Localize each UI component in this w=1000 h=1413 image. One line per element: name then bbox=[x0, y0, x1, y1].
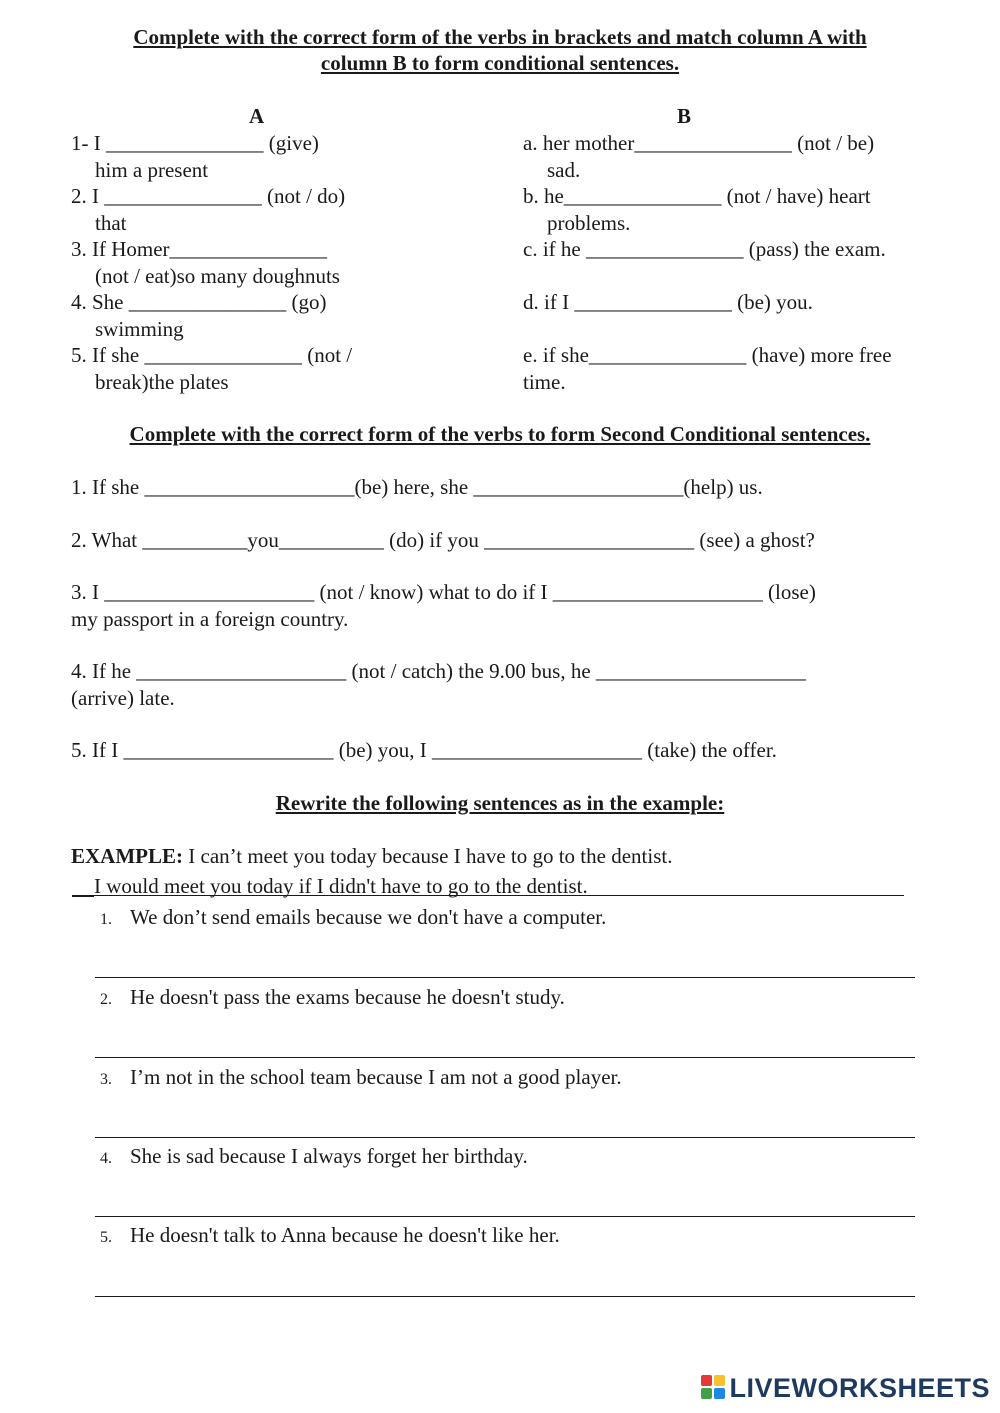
rewrite-item-1 bbox=[100, 904, 606, 933]
rewrite-item-number: 4. bbox=[100, 1150, 112, 1167]
logo-square-blue bbox=[714, 1388, 725, 1399]
section1-title bbox=[60, 24, 940, 76]
column-b-item-a bbox=[523, 130, 874, 183]
rewrite-item-text: He doesn't talk to Anna because he doesn't like her. bbox=[130, 1223, 560, 1247]
conditional-item-line1: 5. If I ____________________ (be) you, I ____________________ (take) the offer. bbox=[71, 738, 777, 762]
conditional-item-line2: my passport in a foreign country. bbox=[71, 606, 349, 631]
rewrite-item-number: 1. bbox=[100, 911, 112, 928]
column-a-item-2 bbox=[71, 183, 345, 236]
column-a-item-line2: break)the plates bbox=[95, 369, 229, 394]
section2-title: Complete with the correct form of the verbs to form Second Conditional sentences. bbox=[129, 422, 871, 446]
answer-line[interactable] bbox=[95, 1057, 915, 1058]
column-b-item-e bbox=[523, 342, 892, 395]
answer-line[interactable] bbox=[95, 977, 915, 978]
example-sentence bbox=[71, 843, 672, 870]
conditional-item-4 bbox=[71, 658, 806, 711]
example-label: EXAMPLE: bbox=[71, 844, 183, 868]
column-a-item-3 bbox=[71, 236, 340, 289]
column-b-item-line1: a. her mother_______________ (not / be) bbox=[523, 131, 875, 155]
column-a-header: A bbox=[249, 104, 265, 128]
rewrite-item-2 bbox=[100, 984, 565, 1013]
column-b-item-line2: sad. bbox=[547, 157, 581, 182]
example-text: I can’t meet you today because I have to go to the dentist. bbox=[183, 844, 673, 868]
rewrite-item-text: She is sad because I always forget her birthday. bbox=[130, 1144, 528, 1168]
conditional-item-line1: 3. I ____________________ (not / know) what to do if I ____________________ (lose) bbox=[71, 580, 816, 604]
conditional-item-5 bbox=[71, 737, 777, 764]
rewrite-item-number: 5. bbox=[100, 1229, 112, 1246]
liveworksheets-logo bbox=[701, 1373, 990, 1403]
logo-text: LIVEWORKSHEETS bbox=[729, 1372, 990, 1403]
rewrite-item-text: We don’t send emails because we don't have a computer. bbox=[130, 905, 607, 929]
column-b-item-d bbox=[523, 289, 813, 316]
column-b-item-c bbox=[523, 236, 886, 263]
rewrite-item-number: 2. bbox=[100, 991, 112, 1008]
conditional-item-line1: 2. What __________you__________ (do) if you ____________________ (see) a ghost? bbox=[71, 528, 815, 552]
logo-square-green bbox=[701, 1388, 712, 1399]
section1-title-line2: column B to form conditional sentences. bbox=[320, 51, 680, 75]
rewrite-item-5 bbox=[100, 1222, 560, 1251]
column-a-item-line2: (not / eat)so many doughnuts bbox=[95, 263, 340, 288]
column-b-item-line1: c. if he _______________ (pass) the exam. bbox=[523, 237, 886, 261]
column-b-item-line2: time. bbox=[523, 369, 566, 394]
column-b-item-line1: d. if I _______________ (be) you. bbox=[523, 290, 813, 314]
conditional-item-1 bbox=[71, 474, 763, 501]
column-a-item-line1: 4. She _______________ (go) bbox=[71, 290, 327, 314]
conditional-item-line1: 4. If he ____________________ (not / catch) the 9.00 bus, he ____________________ bbox=[71, 659, 806, 683]
column-b-item-line1: e. if she_______________ (have) more free bbox=[523, 343, 892, 367]
column-a-item-line2: him a present bbox=[95, 157, 209, 182]
column-a-item-line2: that bbox=[95, 210, 127, 235]
rewrite-item-text: He doesn't pass the exams because he doesn't study. bbox=[130, 985, 565, 1009]
column-a-item-line1: 1- I _______________ (give) bbox=[71, 131, 319, 155]
column-a-item-line2: swimming bbox=[95, 316, 184, 341]
conditional-item-line2: (arrive) late. bbox=[71, 685, 175, 710]
conditional-item-line1: 1. If she ____________________(be) here, she ____________________(help) us. bbox=[71, 475, 763, 499]
conditional-item-3 bbox=[71, 579, 816, 632]
column-a-item-4 bbox=[71, 289, 327, 342]
logo-square-yellow bbox=[714, 1375, 725, 1386]
rewrite-item-3 bbox=[100, 1064, 622, 1093]
column-b-header: B bbox=[677, 104, 692, 128]
example-answer bbox=[72, 874, 904, 896]
column-b-item-line2: problems. bbox=[547, 210, 631, 235]
column-a-item-line1: 3. If Homer_______________ bbox=[71, 237, 328, 261]
section1-title-line1: Complete with the correct form of the verbs in brackets and match column A with bbox=[133, 25, 867, 49]
answer-line[interactable] bbox=[95, 1216, 915, 1217]
rewrite-item-number: 3. bbox=[100, 1071, 112, 1088]
column-a-item-5 bbox=[71, 342, 352, 395]
answer-line[interactable] bbox=[95, 1296, 915, 1297]
logo-square-red bbox=[701, 1375, 712, 1386]
rewrite-item-text: I’m not in the school team because I am not a good player. bbox=[130, 1065, 622, 1089]
column-a-item-line1: 5. If she _______________ (not / bbox=[71, 343, 353, 367]
example-answer-text: I would meet you today if I didn't have to go to the dentist. bbox=[94, 874, 588, 898]
rewrite-item-4 bbox=[100, 1143, 528, 1172]
liveworksheets-logo-icon bbox=[701, 1375, 727, 1401]
conditional-item-2 bbox=[71, 527, 815, 554]
column-b-item-b bbox=[523, 183, 871, 236]
answer-line[interactable] bbox=[95, 1137, 915, 1138]
column-a-item-line1: 2. I _______________ (not / do) bbox=[71, 184, 346, 208]
column-a-item-1 bbox=[71, 130, 319, 183]
section3-title: Rewrite the following sentences as in the example: bbox=[275, 791, 725, 815]
column-b-item-line1: b. he_______________ (not / have) heart bbox=[523, 184, 871, 208]
